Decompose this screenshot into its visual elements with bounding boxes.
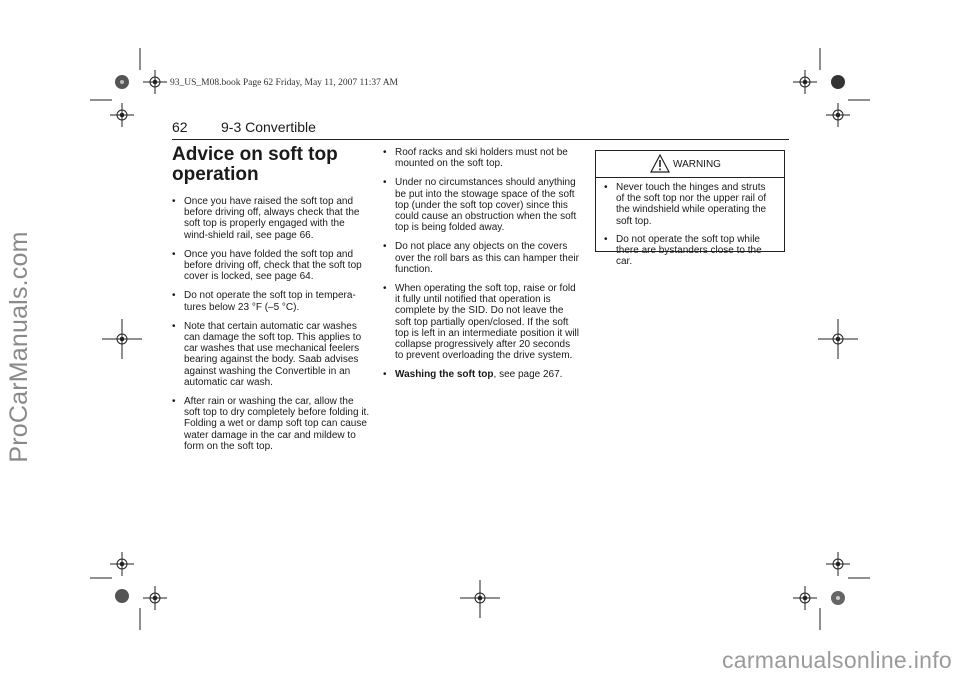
warning-header — [596, 151, 784, 178]
list-item: • After rain or washing the car, allow the soft top to dry completely before folding it. Folding a wet or damp soft top can cause water damage in the car and mildew to form on the soft top. — [172, 396, 370, 452]
warning-title: WARNING — [673, 159, 721, 170]
page-number: 62 — [172, 119, 188, 135]
list-item: • Once you have raised the soft top and before driving off, always check that the soft top is properly engaged with the wind-shield rail, see page 66. — [172, 196, 370, 241]
warning-box — [595, 150, 785, 268]
left-column — [172, 145, 370, 460]
list-item: • Note that certain automatic car washes can damage the soft top. This applies to car washes that use mechanical feelers bearing against the body. Saab advises against washing the Convertible in an automatic car wash. — [172, 321, 370, 388]
section-title: 9-3 Convertible — [221, 119, 316, 135]
registration-mark-icon — [826, 552, 850, 576]
registration-mark-icon — [143, 586, 167, 610]
washing-page-ref: , see page 267. — [493, 369, 563, 381]
list-item: • Do not operate the soft top while there are bystanders close to the car. — [604, 234, 776, 268]
registration-mark-icon — [110, 552, 134, 576]
registration-mark-icon — [826, 103, 850, 127]
registration-mark-icon — [793, 70, 817, 94]
bottom-watermark: carmanualsonline.info — [721, 647, 952, 673]
registration-mark-icon — [818, 319, 858, 359]
registration-mark-icon — [115, 589, 129, 603]
registration-mark-icon — [831, 75, 845, 89]
page-heading: Advice on soft top operation — [172, 144, 338, 185]
list-item: • Do not operate the soft top in tempera-tures below 23 °F (–5 °C). — [172, 290, 370, 312]
registration-mark-icon — [831, 591, 845, 605]
warning-list — [604, 182, 776, 267]
side-watermark: ProCarManuals.com — [5, 231, 33, 463]
list-item: • Roof racks and ski holders must not be mounted on the soft top. — [383, 147, 580, 169]
registration-mark-icon — [110, 103, 134, 127]
list-item: • Under no circumstances should anything be put into the stowage space of the soft top (under the soft top cover) since this could cause an obstruction when the soft top is being folded away. — [383, 177, 580, 233]
registration-mark-icon — [115, 75, 129, 89]
warning-triangle-icon — [650, 154, 670, 173]
book-file-header: 93_US_M08.book Page 62 Friday, May 11, 2007 11:37 AM — [170, 78, 398, 88]
list-item: • Do not place any objects on the covers over the roll bars as this can hamper their function. — [383, 241, 580, 275]
header-rule — [172, 139, 789, 140]
list-item: • When operating the soft top, raise or fold it fully until notified that operation is complete by the SID. Do not leave the soft top partially open/closed. If the soft top is left in an intermediate position it will collapse progressively after 20 seconds to prevent overloading the drive system. — [383, 283, 580, 361]
registration-mark-icon — [793, 586, 817, 610]
registration-mark-icon — [102, 319, 142, 359]
middle-column — [383, 147, 580, 389]
list-item-washing — [383, 369, 580, 380]
washing-link-text: Washing the soft top — [395, 369, 494, 381]
list-item: • Never touch the hinges and struts of the soft top nor the upper rail of the windshield while operating the soft top. — [604, 182, 776, 227]
left-bullet-list — [172, 196, 370, 452]
list-item: • Once you have folded the soft top and before driving off, check that the soft top cover is locked, see page 64. — [172, 249, 370, 283]
registration-mark-icon — [460, 580, 500, 618]
middle-bullet-list — [383, 147, 580, 381]
registration-mark-icon — [143, 70, 167, 94]
